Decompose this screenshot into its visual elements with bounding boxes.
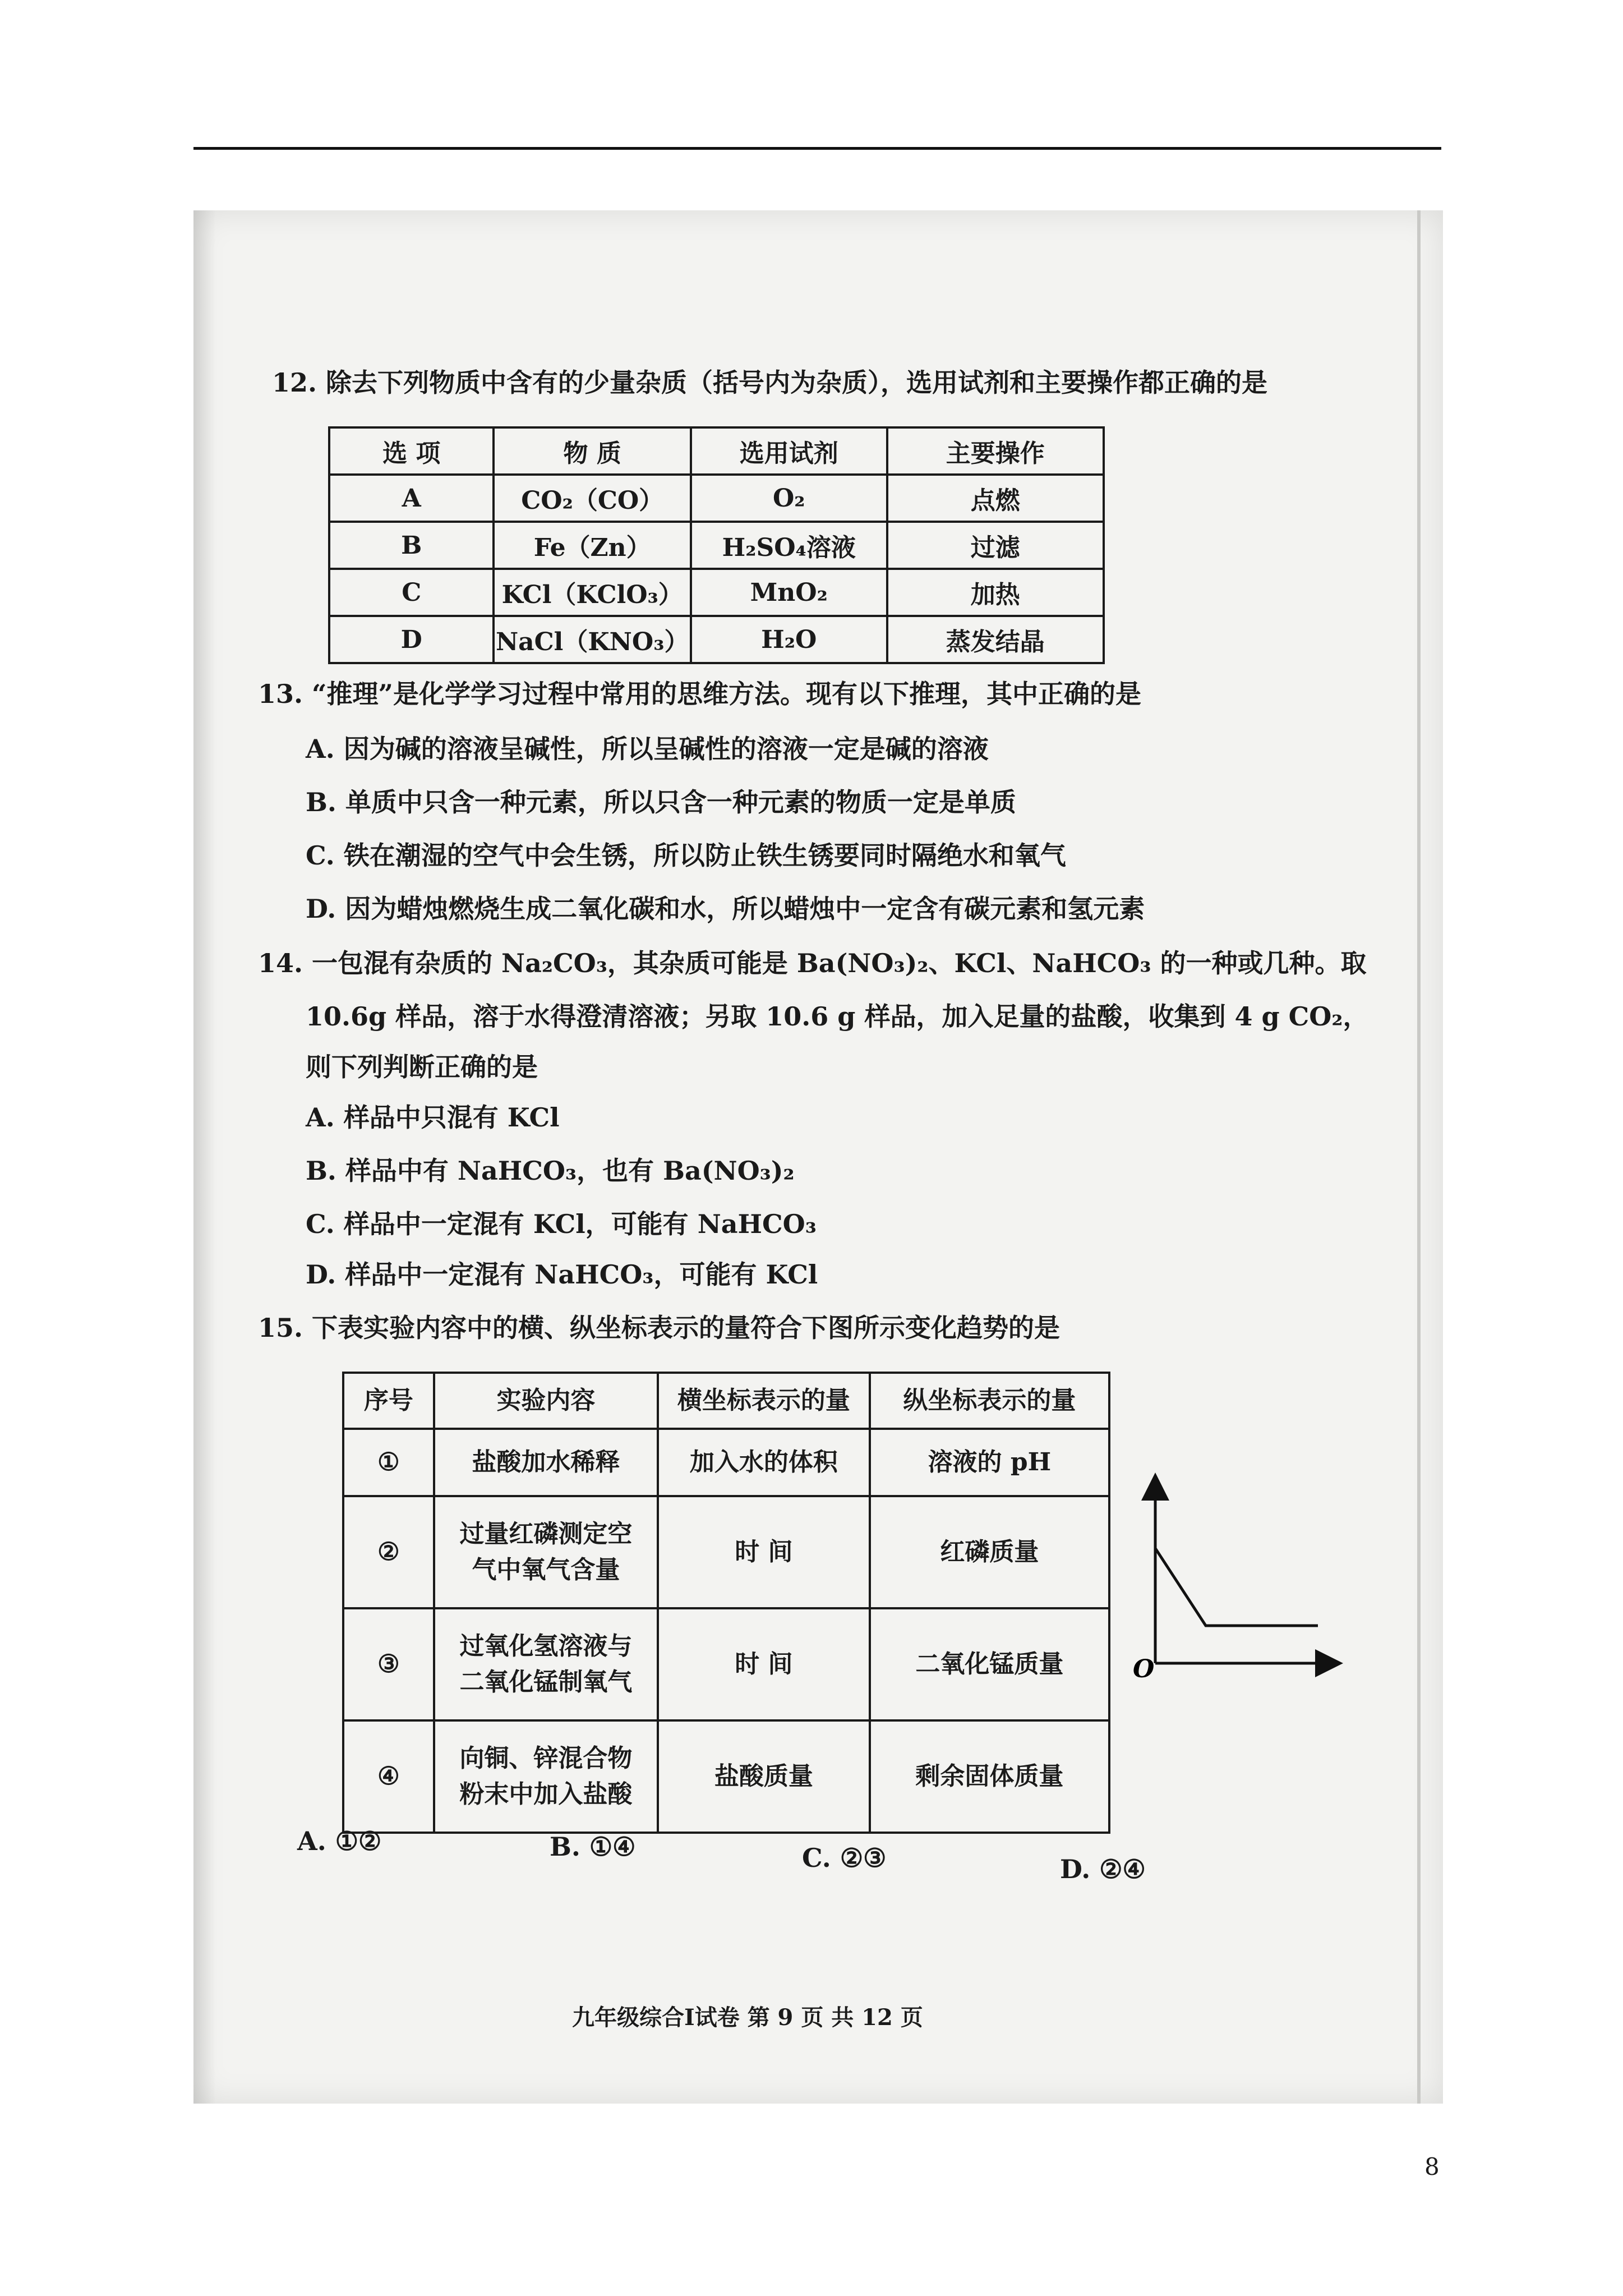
q14-option-a: A. 样品中只混有 KCl	[306, 1102, 560, 1133]
table-cell: CO₂（CO）	[494, 475, 690, 522]
table-row	[343, 1608, 1109, 1720]
table-cell: KCl（KClO₃）	[494, 569, 690, 616]
top-rule	[193, 147, 1441, 150]
table-cell: 蒸发结晶	[887, 616, 1104, 663]
q15-header-content: 实验内容	[434, 1373, 658, 1429]
q14-option-b: B. 样品中有 NaHCO₃，也有 Ba(NO₃)₂	[306, 1156, 795, 1186]
table-cell: 溶液的 pH	[870, 1429, 1109, 1496]
table-cell: ④	[343, 1720, 434, 1833]
table-cell: O₂	[691, 475, 887, 522]
q15-answer-a: A. ①②	[297, 1826, 382, 1856]
table-cell: NaCl（KNO₃）	[494, 616, 690, 663]
table-cell: 过氧化氢溶液与二氧化锰制氧气	[434, 1608, 658, 1720]
scan-shadow	[193, 210, 216, 2104]
q15-header-index: 序号	[343, 1373, 434, 1429]
q13-stem: 13. “推理”是化学学习过程中常用的思维方法。现有以下推理，其中正确的是	[258, 679, 1141, 709]
table-cell: ③	[343, 1608, 434, 1720]
table-cell: 盐酸加水稀释	[434, 1429, 658, 1496]
table-header-row	[329, 427, 1104, 475]
trend-graph	[1122, 1470, 1346, 1683]
q14-option-d: D. 样品中一定混有 NaHCO₃，可能有 KCl	[306, 1259, 818, 1290]
q15-answer-c: C. ②③	[802, 1843, 887, 1873]
q12-header-reagent: 选用试剂	[691, 427, 887, 475]
table-row	[343, 1496, 1109, 1608]
table-row	[329, 475, 1104, 522]
q14-stem-line1: 14. 一包混有杂质的 Na₂CO₃，其杂质可能是 Ba(NO₃)₂、KCl、NaHCO₃ 的一种或几种。取	[258, 948, 1367, 978]
table-cell: C	[329, 569, 494, 616]
q15-answer-b: B. ①④	[550, 1832, 636, 1862]
q13-option-a: A. 因为碱的溶液呈碱性，所以呈碱性的溶液一定是碱的溶液	[306, 734, 989, 764]
q12-header-operation: 主要操作	[887, 427, 1104, 475]
q14-stem-line3: 则下列判断正确的是	[306, 1052, 538, 1082]
q13-option-c: C. 铁在潮湿的空气中会生锈，所以防止铁生锈要同时隔绝水和氧气	[306, 840, 1066, 871]
table-cell: MnO₂	[691, 569, 887, 616]
table-cell: D	[329, 616, 494, 663]
table-row	[343, 1720, 1109, 1833]
q12-header-option: 选 项	[329, 427, 494, 475]
q15-header-y: 纵坐标表示的量	[870, 1373, 1109, 1429]
table-cell: ①	[343, 1429, 434, 1496]
table-cell: 过滤	[887, 522, 1104, 569]
table-cell: 盐酸质量	[658, 1720, 870, 1833]
table-row	[329, 522, 1104, 569]
table-cell: 时 间	[658, 1496, 870, 1608]
scan-edge	[1417, 210, 1421, 2104]
q15-stem: 15. 下表实验内容中的横、纵坐标表示的量符合下图所示变化趋势的是	[258, 1313, 1061, 1343]
page-number: 8	[1424, 2153, 1440, 2180]
table-cell: 剩余固体质量	[870, 1720, 1109, 1833]
q13-option-b: B. 单质中只含一种元素，所以只含一种元素的物质一定是单质	[306, 787, 1016, 817]
table-cell: 时 间	[658, 1608, 870, 1720]
table-cell: H₂O	[691, 616, 887, 663]
table-cell: Fe（Zn）	[494, 522, 690, 569]
table-cell: 过量红磷测定空气中氧气含量	[434, 1496, 658, 1608]
q15-answer-d: D. ②④	[1060, 1854, 1146, 1884]
table-header-row	[343, 1373, 1109, 1429]
table-cell: 加热	[887, 569, 1104, 616]
q12-header-substance: 物 质	[494, 427, 690, 475]
q15-header-x: 横坐标表示的量	[658, 1373, 870, 1429]
trend-curve	[1155, 1548, 1318, 1626]
exam-footer: 九年级综合Ⅰ试卷 第 9 页 共 12 页	[572, 2004, 923, 2031]
q12-stem: 12. 除去下列物质中含有的少量杂质（括号内为杂质），选用试剂和主要操作都正确的是	[272, 367, 1268, 398]
q15-table	[342, 1372, 1110, 1834]
table-cell: 二氧化锰质量	[870, 1608, 1109, 1720]
table-cell: 点燃	[887, 475, 1104, 522]
q14-stem-line2: 10.6g 样品，溶于水得澄清溶液；另取 10.6 g 样品，加入足量的盐酸，收集到 4 g CO₂，	[306, 1001, 1369, 1032]
table-row	[329, 616, 1104, 663]
q13-option-d: D. 因为蜡烛燃烧生成二氧化碳和水，所以蜡烛中一定含有碳元素和氢元素	[306, 894, 1145, 924]
table-cell: ②	[343, 1496, 434, 1608]
table-row	[329, 569, 1104, 616]
table-row	[343, 1429, 1109, 1496]
table-cell: 加入水的体积	[658, 1429, 870, 1496]
table-cell: 向铜、锌混合物粉末中加入盐酸	[434, 1720, 658, 1833]
q14-option-c: C. 样品中一定混有 KCl，可能有 NaHCO₃	[306, 1209, 817, 1239]
table-cell: 红磷质量	[870, 1496, 1109, 1608]
table-cell: H₂SO₄溶液	[691, 522, 887, 569]
q12-table	[328, 426, 1105, 664]
table-cell: A	[329, 475, 494, 522]
origin-label: O	[1133, 1655, 1155, 1683]
table-cell: B	[329, 522, 494, 569]
